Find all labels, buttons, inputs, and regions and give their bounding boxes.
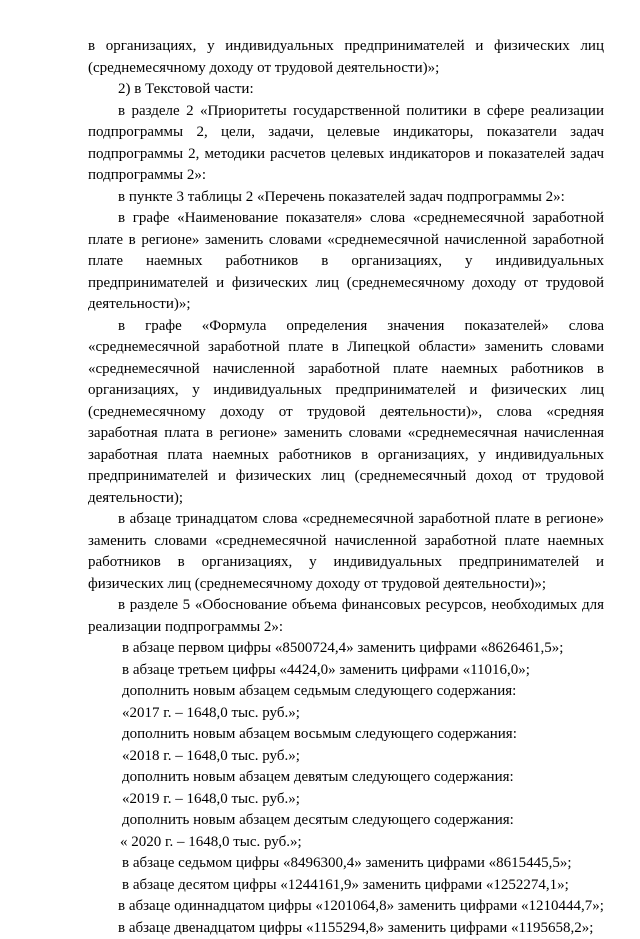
paragraph-2: 2) в Текстовой части: (88, 79, 604, 101)
paragraph-9: в абзаце первом цифры «8500724,4» заменить цифрами «8626461,5»; (88, 638, 604, 660)
paragraph-12: «2017 г. – 1648,0 тыс. руб.»; (88, 703, 604, 725)
paragraph-21: в абзаце одиннадцатом цифры «1201064,8» заменить цифрами «1210444,7»; (88, 896, 604, 918)
paragraph-8: в разделе 5 «Обоснование объема финансовых ресурсов, необходимых для реализации подпрограммы 2»: (88, 595, 604, 638)
paragraph-13: дополнить новым абзацем восьмым следующего содержания: (88, 724, 604, 746)
paragraph-5: в графе «Наименование показателя» слова «среднемесячной заработной плате в регионе» заменить словами «среднемесячной начисленной заработной плате наемных работников в организациях, у индивидуальных предпринимателей и физических лиц (среднемесячному доходу от трудовой деятельности)»; (88, 208, 604, 316)
paragraph-6: в графе «Формула определения значения показателей» слова «среднемесячной заработной плате в Липецкой области» заменить словами «среднемесячной начисленной заработной плате наемных работников в организациях, у индивидуальных предпринимателей и физических лиц (среднемесячному доходу от трудовой деятельности)», слова «средняя заработная плата в регионе» заменить словами «среднемесячная начисленная заработная плата наемных работников в организациях, у индивидуальных предпринимателей и физических лиц (среднемесячный доход от трудовой деятельности); (88, 316, 604, 510)
paragraph-11: дополнить новым абзацем седьмым следующего содержания: (88, 681, 604, 703)
paragraph-7: в абзаце тринадцатом слова «среднемесячной заработной плате в регионе» заменить словами «среднемесячной начисленной заработной плате наемных работников в организациях, у индивидуальных предпринимателей и физических лиц (среднемесячному доходу от трудовой деятельности)»; (88, 509, 604, 595)
paragraph-4: в пункте 3 таблицы 2 «Перечень показателей задач подпрограммы 2»: (88, 187, 604, 209)
paragraph-16: «2019 г. – 1648,0 тыс. руб.»; (88, 789, 604, 811)
document-page (88, 36, 604, 939)
paragraph-15: дополнить новым абзацем девятым следующего содержания: (88, 767, 604, 789)
paragraph-14: «2018 г. – 1648,0 тыс. руб.»; (88, 746, 604, 768)
paragraph-20: в абзаце десятом цифры «1244161,9» заменить цифрами «1252274,1»; (88, 875, 604, 897)
paragraph-17: дополнить новым абзацем десятым следующего содержания: (88, 810, 604, 832)
paragraph-19: в абзаце седьмом цифры «8496300,4» заменить цифрами «8615445,5»; (88, 853, 604, 875)
paragraph-22: в абзаце двенадцатом цифры «1155294,8» заменить цифрами «1195658,2»; (88, 918, 604, 939)
paragraph-18: « 2020 г. – 1648,0 тыс. руб.»; (88, 832, 604, 854)
paragraph-1: в организациях, у индивидуальных предпринимателей и физических лиц (среднемесячному доходу от трудовой деятельности)»; (88, 36, 604, 79)
paragraph-3: в разделе 2 «Приоритеты государственной политики в сфере реализации подпрограммы 2, цели, задачи, целевые индикаторы, показатели задач подпрограммы 2, методики расчетов целевых индикаторов и показателей задач подпрограммы 2»: (88, 101, 604, 187)
paragraph-10: в абзаце третьем цифры «4424,0» заменить цифрами «11016,0»; (88, 660, 604, 682)
